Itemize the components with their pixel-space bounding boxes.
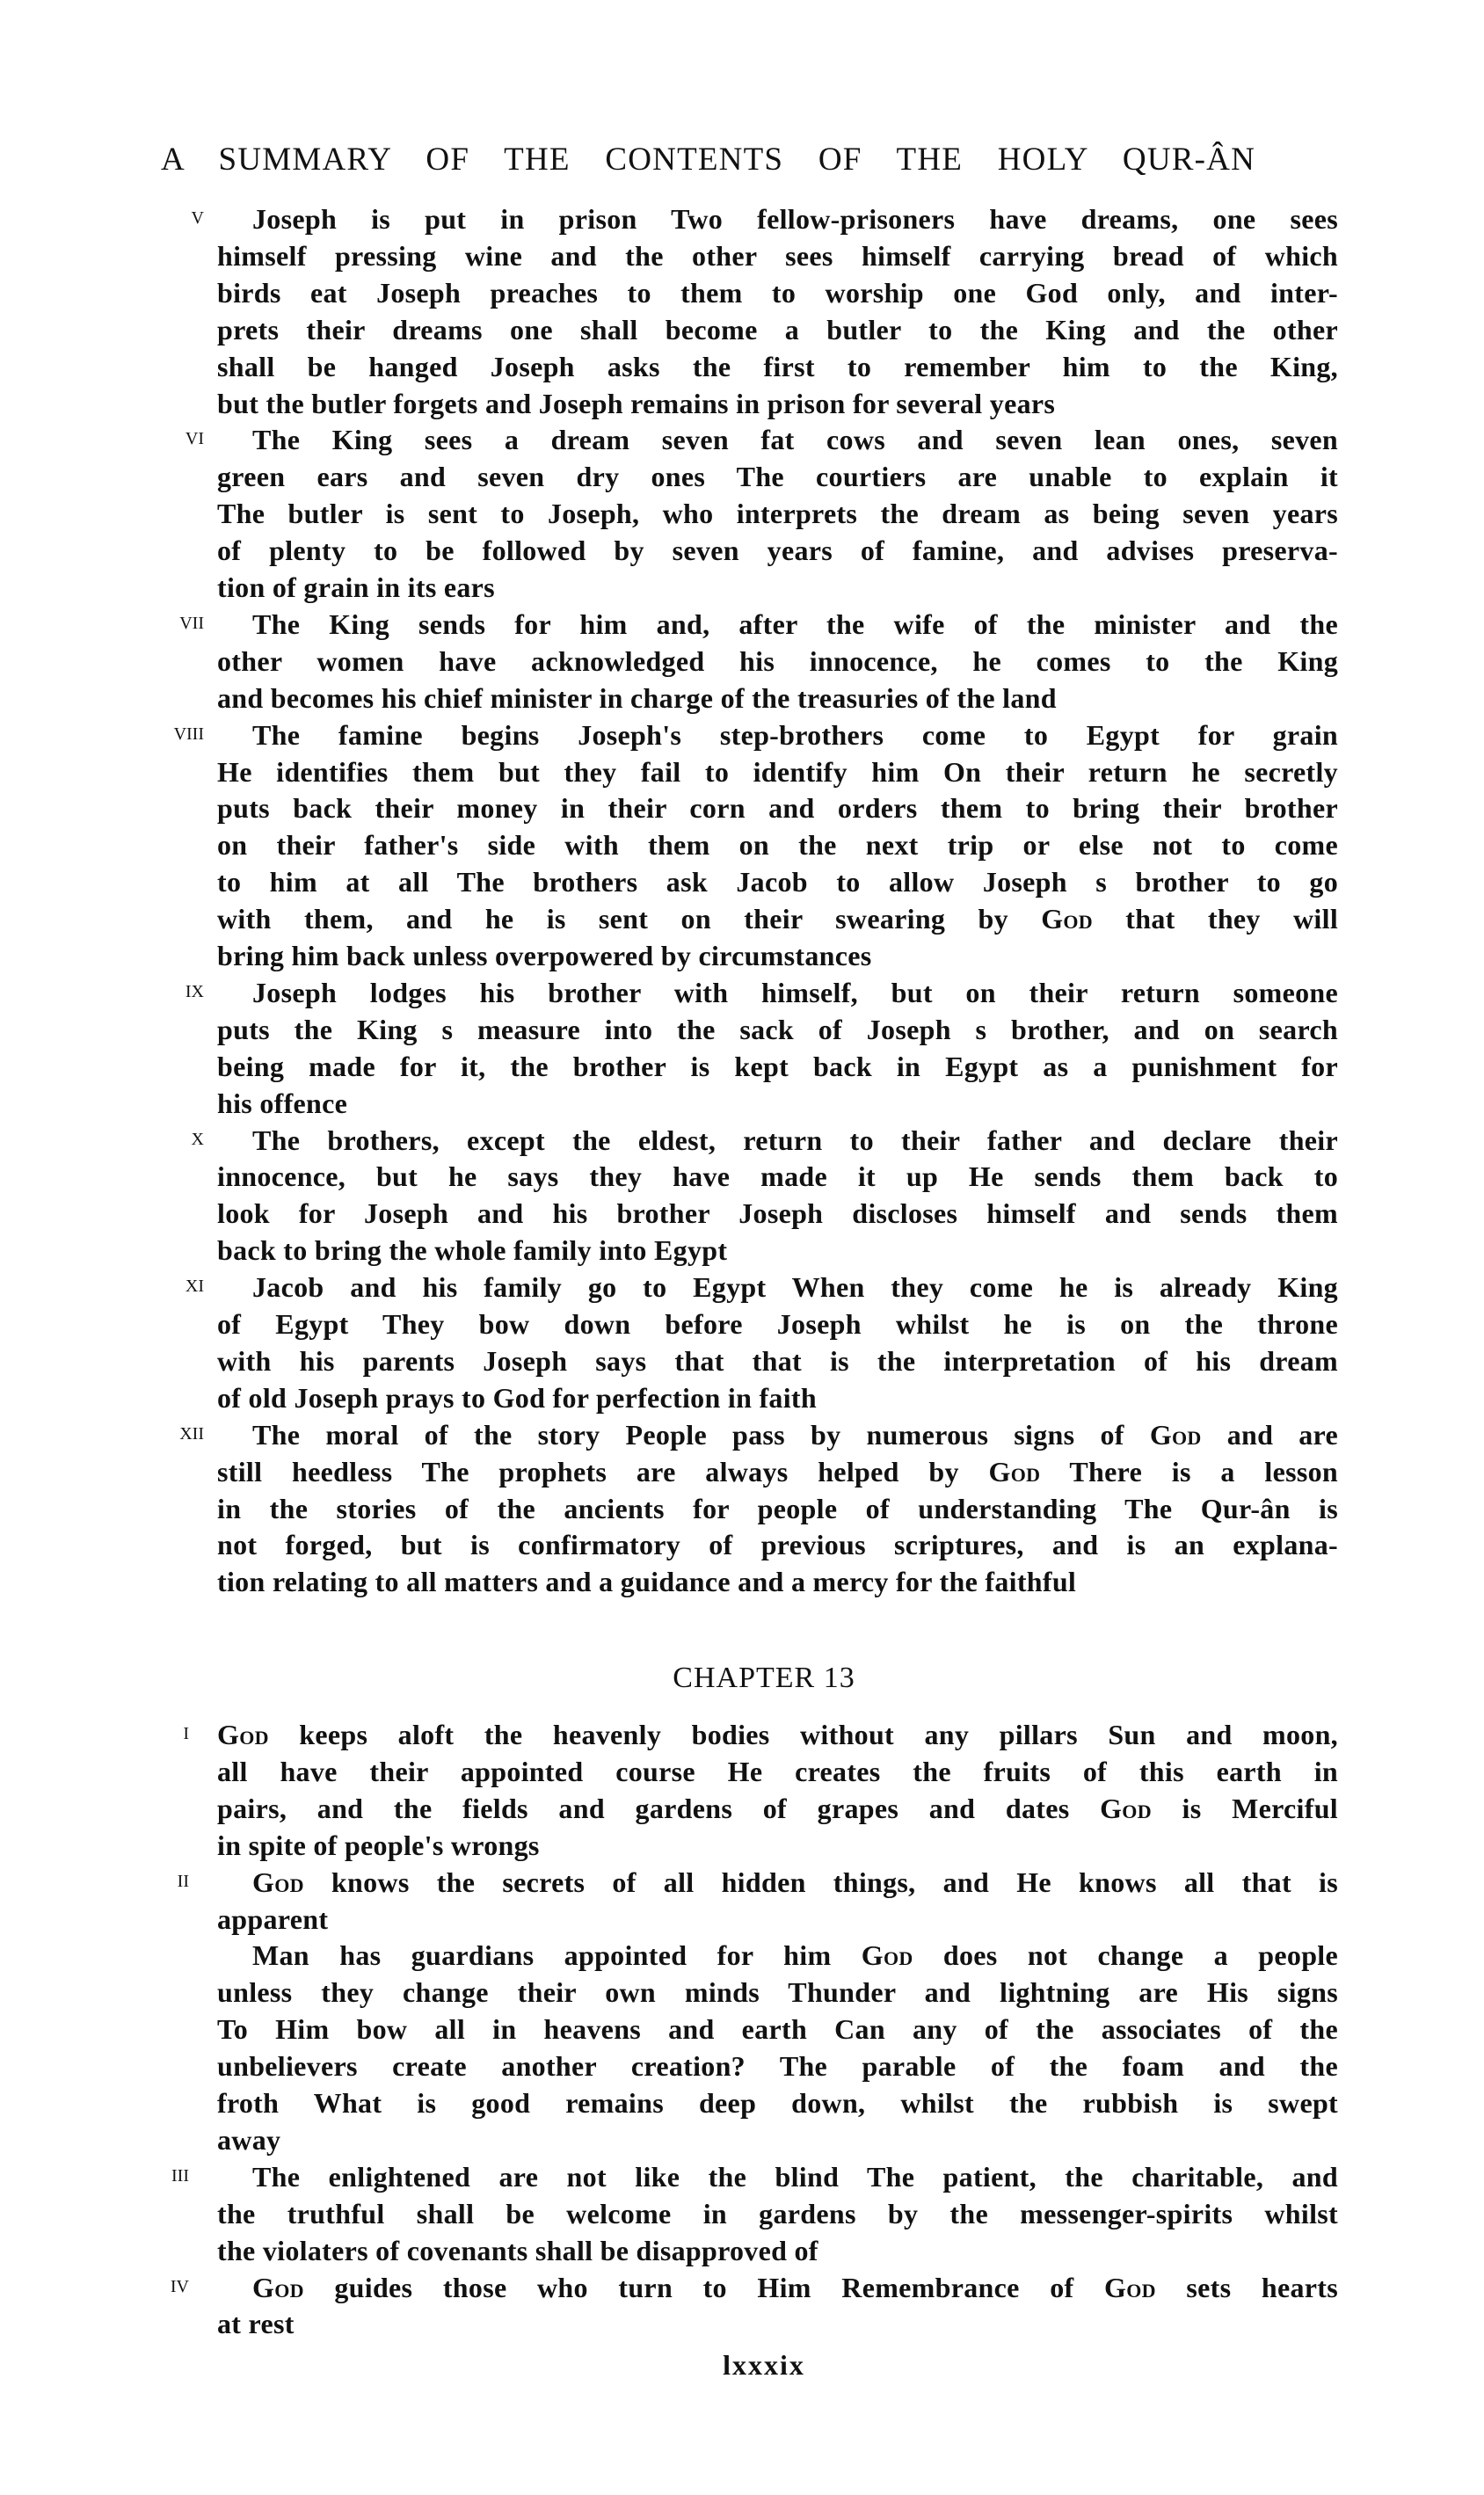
text-line: in spite of people's wrongs (217, 1829, 540, 1861)
text-line: Joseph is put in prison Two fellow-prisoners have dreams, one sees (252, 203, 1338, 235)
text-line: innocence, but he says they have made it up He sends them back to (217, 1160, 1338, 1193)
text-line: Jacob and his family go to Egypt When they come he is already King (252, 1271, 1338, 1304)
text-line: back to bring the whole family into Egypt (217, 1234, 728, 1267)
text-line: himself pressing wine and the other sees himself carrying bread of which (217, 239, 1338, 272)
section-numeral: viii (173, 717, 204, 746)
section-numeral: iv (170, 2270, 189, 2298)
running-head: A SUMMARY OF THE CONTENTS OF THE HOLY QUR-ÂN (161, 142, 1255, 178)
text-line: He identifies them but they fail to identify him On their return he secretly (217, 755, 1338, 788)
text-line: at rest (217, 2308, 295, 2340)
text-line: the violaters of covenants shall be disapproved of (217, 2234, 818, 2266)
small-caps-god: God (252, 2271, 304, 2303)
text-line: To Him bow all in heavens and earth Can any of the associates of the (217, 2013, 1338, 2046)
section-numeral: xi (185, 1270, 204, 1298)
text-line: away (217, 2123, 281, 2156)
text-line: apparent (217, 1902, 329, 1935)
small-caps-god: God (252, 1866, 304, 1898)
text-line: Joseph lodges his brother with himself, but on their return someone (252, 976, 1338, 1008)
section-numeral: xii (179, 1417, 204, 1445)
text-line: to him at all The brothers ask Jacob to allow Joseph s brother to go (217, 866, 1338, 898)
text-line: tion relating to all matters and a guidance and a mercy for the faithful (217, 1566, 1077, 1598)
page-number: lxxxix (723, 2349, 805, 2381)
text-line: look for Joseph and his brother Joseph discloses himself and sends them (217, 1197, 1338, 1230)
text-line: still heedless The prophets are always helped by God There is a lesson (217, 1455, 1339, 1488)
text-line: of Egypt They bow down before Joseph whilst he is on the throne (217, 1308, 1338, 1340)
text-line: God knows the secrets of all hidden things, and He knows all that is (252, 1866, 1338, 1898)
text-line: tion of grain in its ears (217, 571, 495, 603)
text-line: Man has guardians appointed for him God does not change a people (252, 1939, 1338, 1972)
text-line: his offence (217, 1087, 348, 1119)
text-line: The enlightened are not like the blind The patient, the charitable, and (252, 2160, 1338, 2193)
text-line: froth What is good remains deep down, whilst the rubbish is swept (217, 2087, 1338, 2119)
text-line: on their father's side with them on the next trip or else not to come (217, 829, 1338, 862)
small-caps-god: God (217, 1719, 269, 1750)
text-line: with them, and he is sent on their swearing by God that they will (217, 903, 1339, 935)
text-line: birds eat Joseph preaches to them to worship one God only, and inter- (217, 276, 1338, 309)
text-line: pairs, and the fields and gardens of grapes and dates God is Merciful (217, 1792, 1338, 1824)
text-line: prets their dreams one shall become a butler to the King and the other (217, 313, 1338, 346)
small-caps-god: God (1149, 1418, 1202, 1451)
text-line: The moral of the story People pass by numerous signs of God and are (252, 1418, 1338, 1451)
text-line: God keeps aloft the heavenly bodies without any pillars Sun and moon, (217, 1719, 1338, 1750)
small-caps-god: God (1100, 1792, 1152, 1824)
text-line: and becomes his chief minister in charge of the treasuries of the land (217, 681, 1057, 714)
text-line: but the butler forgets and Joseph remains in prison for several years (217, 387, 1056, 419)
text-line: The King sees a dream seven fat cows and seven lean ones, seven (252, 424, 1338, 456)
text-line: of old Joseph prays to God for perfection in faith (217, 1381, 817, 1414)
section-numeral: vii (179, 607, 204, 635)
text-line: unbelievers create another creation? The parable of the foam and the (217, 2050, 1338, 2083)
text-line: bring him back unless overpowered by circumstances (217, 940, 872, 971)
text-line: puts the King s measure into the sack of Joseph s brother, and on search (217, 1013, 1338, 1045)
section-numeral: i (183, 1718, 189, 1745)
chapter-title: CHAPTER 13 (673, 1662, 855, 1694)
section-numeral: v (191, 202, 204, 229)
text-line: all have their appointed course He creates the fruits of this earth in (217, 1755, 1338, 1787)
small-caps-god: God (988, 1455, 1041, 1488)
text-line: being made for it, the brother is kept back in Egypt as a punishment for (217, 1050, 1338, 1082)
text-line: other women have acknowledged his innocence, he comes to the King (217, 644, 1338, 677)
small-caps-god: God (1104, 2271, 1156, 2303)
text-line: in the stories of the ancients for people of understanding The Qur-ân is (217, 1492, 1338, 1524)
section-numeral: vi (185, 423, 204, 451)
text-line: The butler is sent to Joseph, who interprets the dream as being seven years (217, 498, 1338, 530)
text-line: green ears and seven dry ones The courtiers are unable to explain it (217, 461, 1338, 493)
section-numeral: ii (177, 1865, 189, 1893)
section-numeral: x (191, 1123, 204, 1151)
section-numeral: iii (171, 2159, 189, 2187)
section-numeral: ix (185, 975, 204, 1003)
text-line: with his parents Joseph says that that is the interpretation of his dream (217, 1344, 1338, 1377)
text-line: puts back their money in their corn and orders them to bring their brother (217, 792, 1338, 825)
text-line: The brothers, except the eldest, return to their father and declare their (252, 1124, 1338, 1156)
text-line: God guides those who turn to Him Remembrance of God sets hearts (252, 2271, 1339, 2303)
small-caps-god: God (1041, 903, 1093, 935)
text-line: not forged, but is confirmatory of previous scriptures, and is an explana- (217, 1529, 1338, 1561)
text-line: the truthful shall be welcome in gardens by the messenger-spirits whilst (217, 2197, 1338, 2229)
text-line: of plenty to be followed by seven years of famine, and advises preserva- (217, 535, 1338, 567)
small-caps-god: God (861, 1939, 913, 1972)
text-line: The King sends for him and, after the wife of the minister and the (252, 607, 1338, 640)
text-line: The famine begins Joseph's step-brothers come to Egypt for grain (252, 718, 1338, 751)
text-line: unless they change their own minds Thunder and lightning are His signs (217, 1976, 1338, 2009)
text-line: shall be hanged Joseph asks the first to remember him to the King, (217, 350, 1338, 382)
